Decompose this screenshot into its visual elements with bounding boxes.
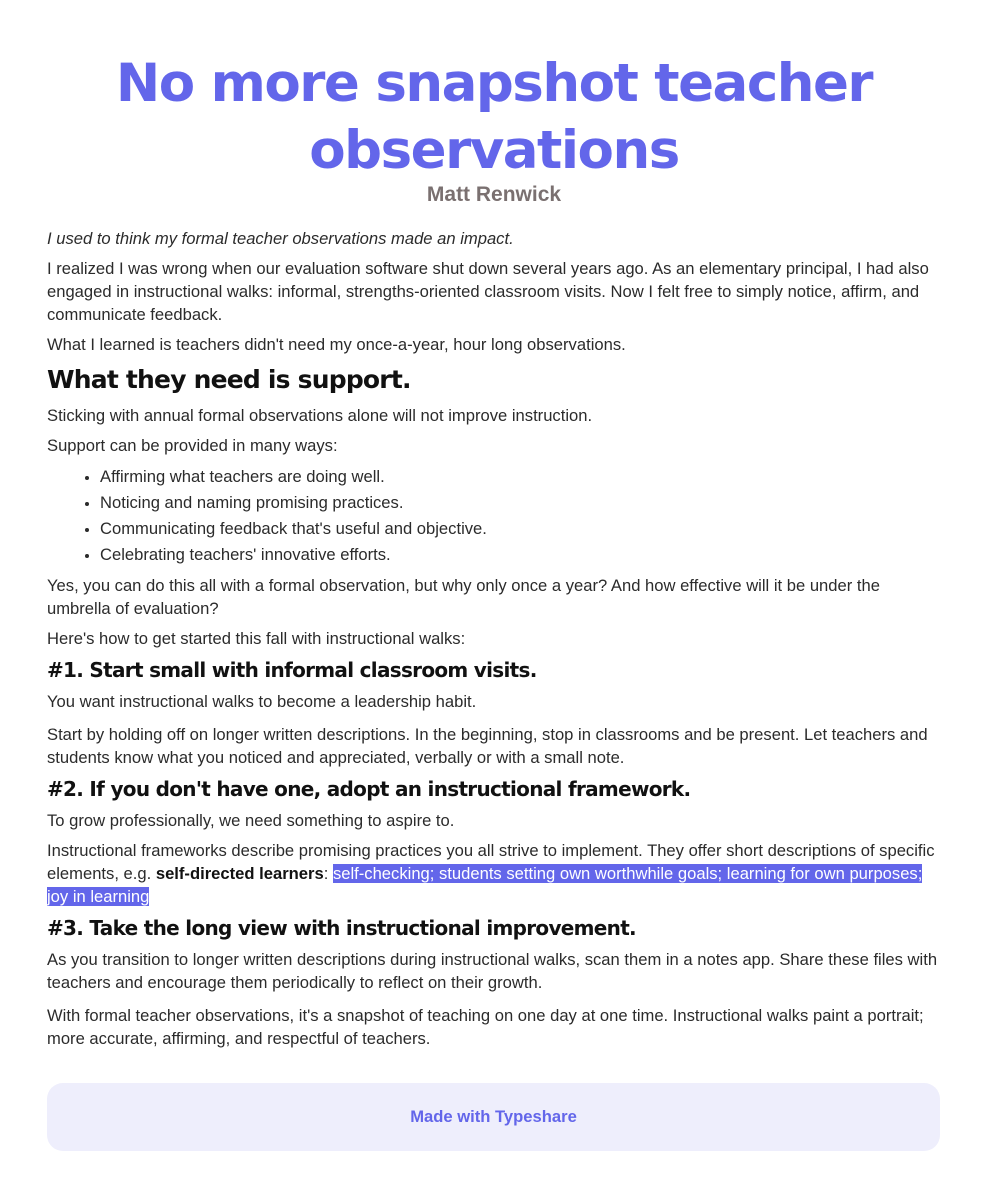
support-paragraph-3: Yes, you can do this all with a formal observation, but why only once a year? And how effective will it be under the umbrella of evaluation?: [47, 576, 880, 618]
support-paragraph-1: Sticking with annual formal observations alone will not improve instruction.: [47, 406, 593, 425]
step-2-paragraph-2-start: Instructional frameworks describe promising practices you all strive to implement. They offer short descriptions of specific elements, e.g.: [47, 841, 935, 883]
step-2-heading: #2. If you don't have one, adopt an instructional framework.: [47, 777, 691, 801]
support-paragraph-2: Support can be provided in many ways:: [47, 436, 338, 455]
support-heading: What they need is support.: [47, 365, 411, 394]
step-1-heading: #1. Start small with informal classroom visits.: [47, 658, 537, 682]
highlighted-text-selection[interactable]: self-checking; students setting own worthwhile goals; learning for own purposes; joy in learning: [47, 864, 923, 906]
bold-term: self-directed learners: [155, 864, 324, 883]
support-list: [47, 464, 942, 568]
list-item: • Noticing and naming promising practices.: [100, 490, 942, 516]
step-3-heading: #3. Take the long view with instructional improvement.: [47, 916, 636, 940]
step-1-paragraph-1: You want instructional walks to become a leadership habit.: [47, 692, 477, 711]
step-1-paragraph-2: Start by holding off on longer written descriptions. In the beginning, stop in classrooms and be present. Let teachers and students know what you noticed and appreciated, verbally or with a small note.: [47, 725, 928, 767]
colon-separator: :: [323, 864, 333, 883]
list-item: • Affirming what teachers are doing well.: [100, 464, 942, 490]
article-body: [47, 227, 942, 1057]
step-2-paragraph-1: To grow professionally, we need something to aspire to.: [47, 811, 455, 830]
author-name: Matt Renwick: [426, 183, 562, 206]
step-3-paragraph-2: With formal teacher observations, it's a snapshot of teaching on one day at one time. Instructional walks paint a portrait; more accurate, affirming, and respectful of teachers.: [47, 1006, 924, 1048]
article-title: No more snapshot teacher observations: [115, 53, 873, 181]
step-3-paragraph-1: As you transition to longer written descriptions during instructional walks, scan them in a notes app. Share these files with teachers and encourage them periodically to reflect on their growth.: [47, 950, 938, 992]
list-item: • Celebrating teachers' innovative efforts.: [100, 542, 942, 568]
intro-paragraph-1: I realized I was wrong when our evaluation software shut down several years ago. As an elementary principal, I had also engaged in instructional walks: informal, strengths-oriented classroom visits. Now I felt free to simply notice, affirm, and communicate feedback.: [47, 259, 929, 324]
intro-italic-text: I used to think my formal teacher observations made an impact.: [47, 229, 514, 248]
made-with-typeshare-link[interactable]: Made with Typeshare: [410, 1107, 577, 1126]
intro-paragraph-2: What I learned is teachers didn't need my once-a-year, hour long observations.: [47, 335, 626, 354]
step-2-paragraph-2: [47, 839, 942, 908]
support-paragraph-4: Here's how to get started this fall with instructional walks:: [47, 629, 466, 648]
footer-banner: [47, 1083, 940, 1151]
list-item: • Communicating feedback that's useful and objective.: [100, 516, 942, 542]
